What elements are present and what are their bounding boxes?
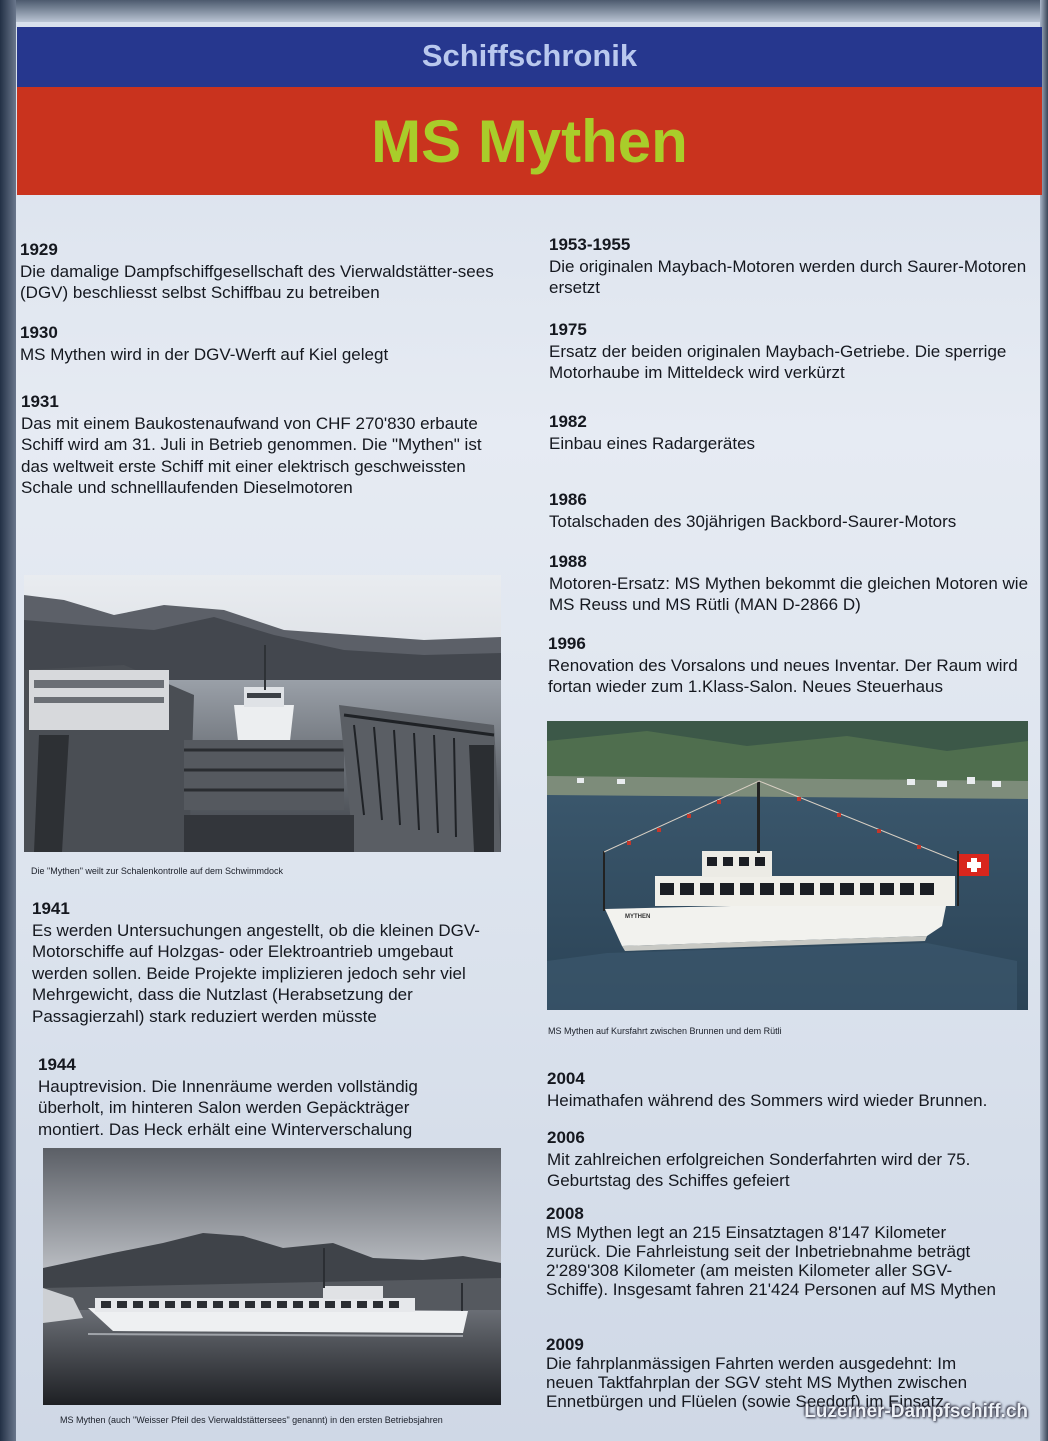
- bw-photo-caption: MS Mythen (auch "Weisser Pfeil des Vierwaldstättersees" genannt) in den ersten Betriebsjahren: [60, 1415, 443, 1425]
- entry-year: 2004: [547, 1069, 585, 1088]
- header-subtitle: Schiffschronik: [421, 38, 638, 73]
- entry-year: 2008: [546, 1204, 584, 1223]
- entry-1931: [21, 391, 511, 499]
- board-frame-right: [1040, 0, 1048, 1441]
- entry-year: 1931: [21, 392, 59, 411]
- header-title: MS Mythen: [371, 108, 688, 175]
- bw-ship-illustration: [43, 1148, 501, 1405]
- header-banner-red: [17, 87, 1042, 195]
- entry-1986: [549, 489, 1029, 532]
- entry-text: Einbau eines Radargerätes: [549, 433, 756, 453]
- entry-year: 1996: [548, 634, 586, 653]
- header-banner-blue: [17, 27, 1042, 87]
- entry-text: Hauptrevision. Die Innenräume werden vollständig überholt, im hinteren Salon werden Gepäckträger montiert. Das Heck erhält eine Winterverschalung: [38, 1076, 418, 1139]
- color-ship-photo: [547, 721, 1028, 1010]
- board-frame-top: [0, 0, 1048, 22]
- entry-year: 2009: [546, 1335, 584, 1354]
- entry-1953-1955: [549, 234, 1029, 299]
- entry-text: Motoren-Ersatz: MS Mythen bekommt die gleichen Motoren wie MS Reuss und MS Rütli (MAN D-2866 D): [549, 573, 1029, 614]
- entry-text: Das mit einem Baukostenaufwand von CHF 270'830 erbaute Schiff wird am 31. Juli in Betrieb genommen. Die "Mythen" ist das weltweit erste Schiff mit einer elektrisch geschweissten Schale und schnelllaufenden Dieselmotoren: [21, 413, 482, 497]
- entry-text: Die damalige Dampfschiffgesellschaft des Vierwaldstätter-sees (DGV) beschliesst selbst Schiffbau zu betreiben: [20, 261, 494, 302]
- entry-year: 1929: [20, 240, 58, 259]
- entry-year: 1975: [549, 320, 587, 339]
- entry-year: 1944: [38, 1055, 76, 1074]
- entry-text: Die fahrplanmässigen Fahrten werden ausgedehnt: Im neuen Taktfahrplan der SGV steht MS Mythen zwischen Ennetbürgen und Flüelen (sowie Seedorf) im Einsatz: [546, 1354, 968, 1411]
- board-frame-left: [0, 0, 16, 1441]
- color-photo-caption: MS Mythen auf Kursfahrt zwischen Brunnen und dem Rütli: [548, 1026, 782, 1036]
- entry-text: Ersatz der beiden originalen Maybach-Getriebe. Die sperrige Motorhaube im Mitteldeck wird verkürzt: [549, 341, 1007, 382]
- drydock-photo: [24, 575, 501, 852]
- entry-2006: [547, 1127, 1002, 1192]
- entry-text: Mit zahlreichen erfolgreichen Sonderfahrten wird der 75. Geburtstag des Schiffes gefeiert: [547, 1149, 971, 1190]
- entry-1996: [548, 633, 1033, 698]
- drydock-illustration: [24, 575, 501, 852]
- drydock-caption: Die "Mythen" weilt zur Schalenkontrolle auf dem Schwimmdock: [31, 866, 283, 876]
- entry-year: 1930: [20, 323, 58, 342]
- ship-name-plate: MYTHEN: [625, 914, 651, 920]
- bw-ship-photo: [43, 1148, 501, 1405]
- entry-1929: [20, 239, 510, 304]
- entry-year: 1941: [32, 899, 70, 918]
- entry-2004: [547, 1068, 1017, 1111]
- entry-text: MS Mythen legt an 215 Einsatztagen 8'147 Kilometer zurück. Die Fahrleistung seit der Inbetriebnahme beträgt 2'289'308 Kilometer (am meisten Kilometer aller SGV-Schiffe). Insgesamt fahren 21'424 Personen auf MS Mythen: [546, 1223, 996, 1299]
- entry-text: Es werden Untersuchungen angestellt, ob die kleinen DGV-Motorschiffe auf Holzgas- oder Elektroantrieb umgebaut werden sollen. Beide Projekte implizieren jedoch sehr viel Mehrgewicht, dass die Nutzlast (Herabsetzung der Passagierzahl) stark reduziert werden müsste: [32, 920, 480, 1026]
- entry-1941: [32, 898, 507, 1027]
- entry-2008: [546, 1204, 996, 1299]
- entry-year: 1988: [549, 552, 587, 571]
- entry-1975: [549, 319, 1009, 384]
- watermark: Luzerner-Dampfschiff.ch: [804, 1401, 1028, 1422]
- entry-1988: [549, 551, 1029, 616]
- color-ship-illustration: [547, 721, 1028, 1010]
- entry-text: Die originalen Maybach-Motoren werden durch Saurer-Motoren ersetzt: [549, 256, 1027, 297]
- entry-text: Renovation des Vorsalons und neues Inventar. Der Raum wird fortan wieder zum 1.Klass-Salon. Neues Steuerhaus: [548, 655, 1018, 696]
- entry-year: 1953-1955: [549, 235, 631, 254]
- entry-text: MS Mythen wird in der DGV-Werft auf Kiel gelegt: [20, 344, 389, 364]
- entry-1944: [38, 1054, 478, 1140]
- entry-1930: [20, 322, 510, 365]
- entry-1982: [549, 411, 1009, 454]
- entry-year: 1982: [549, 412, 587, 431]
- entry-2009: [546, 1335, 991, 1411]
- entry-year: 2006: [547, 1128, 585, 1147]
- entry-year: 1986: [549, 490, 587, 509]
- entry-text: Heimathafen während des Sommers wird wieder Brunnen.: [547, 1090, 988, 1110]
- entry-text: Totalschaden des 30jährigen Backbord-Saurer-Motors: [549, 511, 957, 531]
